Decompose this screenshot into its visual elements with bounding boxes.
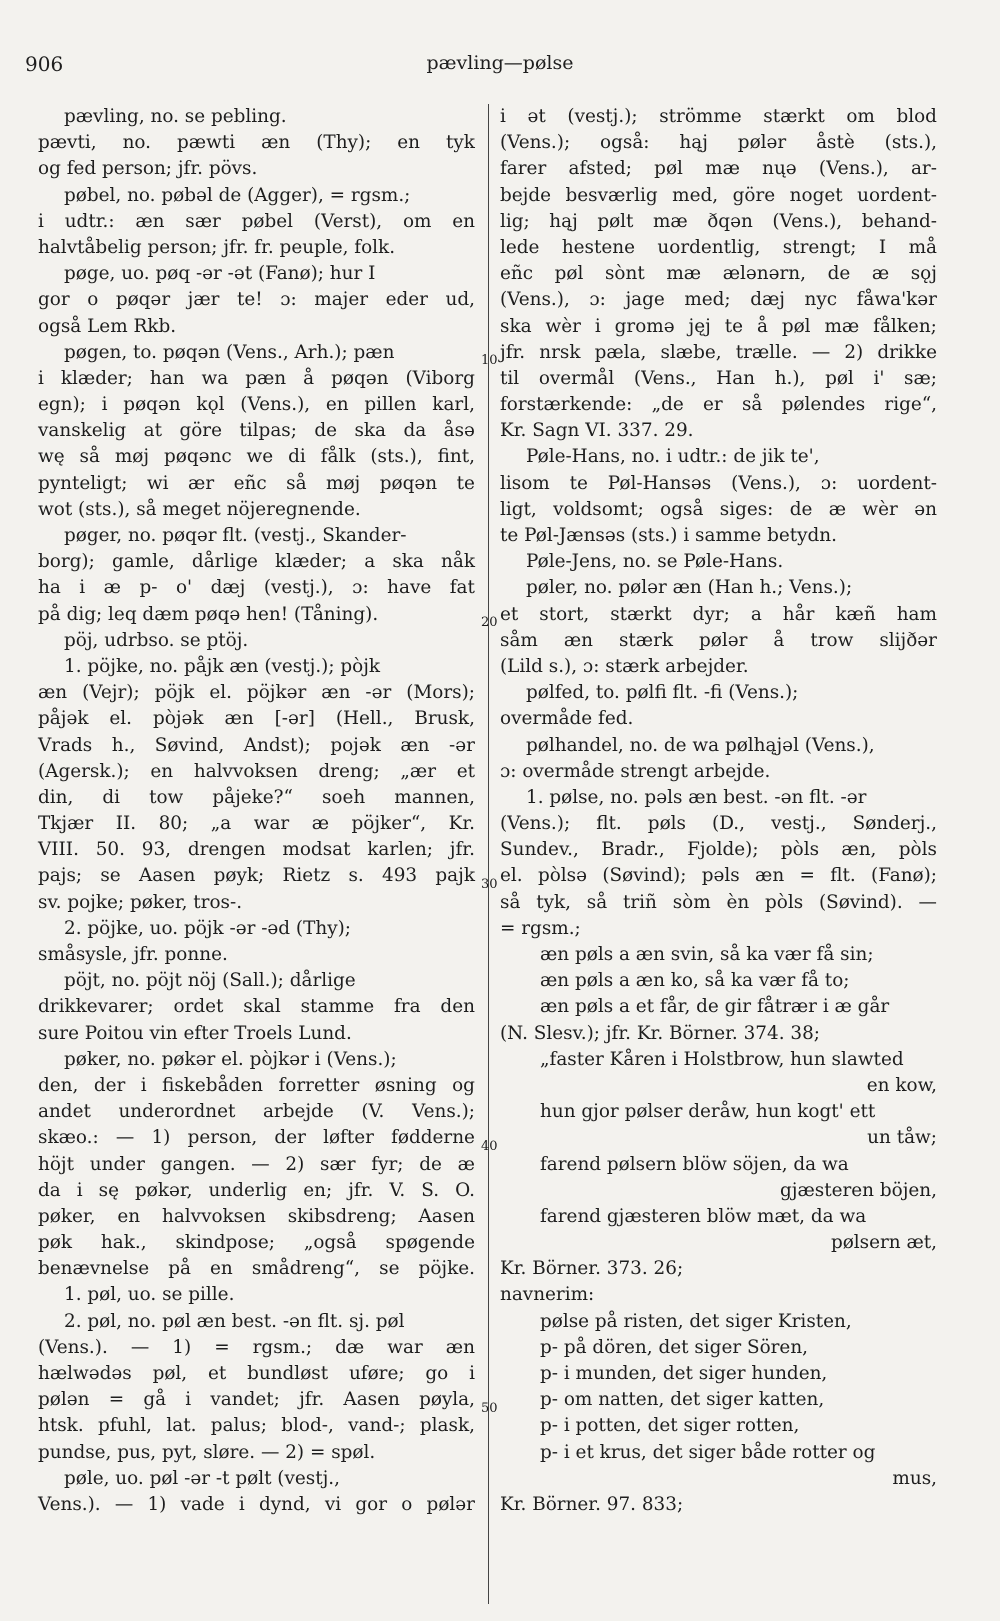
text-line: småsysle, jfr. ponne. xyxy=(38,944,228,965)
text-line: VIII. 50. 93, drengen modsat karlen; jfr. xyxy=(38,839,475,861)
text-line: pøk hak., skindpose; „også spøgende xyxy=(38,1232,475,1254)
text-line: p- om natten, det siger katten, xyxy=(540,1389,825,1411)
text-line: Vrads h., Søvind, Andst); pojək æn -ər xyxy=(38,734,475,756)
text-line: pöj, udrbso. se ptöj. xyxy=(64,629,249,651)
text-line: 1. pølse, no. pəls æn best. -ən flt. -ər xyxy=(526,786,867,808)
text-line: 1. pöjke, no. påjk æn (vestj.); pòjk xyxy=(64,655,381,677)
text-line: (Vens.), ɔ: jage med; dæj nyc fåwa'kər xyxy=(500,289,937,311)
text-line: ligt, voldsomt; også siges: de æ wèr ən xyxy=(500,498,937,520)
text-line: også Lem Rkb. xyxy=(38,315,177,337)
text-line: pöjt, no. pöjt nöj (Sall.); dårlige xyxy=(64,970,356,992)
text-line: pølsern æt, xyxy=(830,1232,937,1254)
text-line: gjæsteren böjen, xyxy=(780,1179,937,1201)
text-line: 1. pøl, uo. se pille. xyxy=(64,1284,235,1306)
text-line: skæo.: — 1) person, der løfter fødderne xyxy=(38,1127,475,1149)
text-line: hælwədəs pøl, et bundløst uføre; go i xyxy=(38,1363,475,1384)
text-line: Sundev., Bradr., Fjolde); pòls æn, pòls xyxy=(500,839,937,861)
text-line: pøker, en halvvoksen skibsdreng; Aasen xyxy=(38,1205,475,1227)
text-line: egn); i pøqən kǫl (Vens.), en pillen karl, xyxy=(38,394,475,416)
text-line: drikkevarer; ordet skal stamme fra den xyxy=(38,996,475,1018)
text-line: æn pøls a æn ko, så ka vær få to; xyxy=(540,970,850,992)
text-line: Kr. Börner. 97. 833; xyxy=(500,1493,684,1515)
text-line: wot (sts.), så meget nöjeregnende. xyxy=(38,498,361,520)
column-divider xyxy=(488,104,489,1604)
text-line: 2. pöjke, uo. pöjk -ər -əd (Thy); xyxy=(64,917,351,939)
text-line: da i sę pøkər, underlig en; jfr. V. S. O. xyxy=(38,1179,475,1201)
text-line: „faster Kåren i Holstbrow, hun slawted xyxy=(540,1048,904,1070)
text-line: din, di tow påjeke?“ soeh mannen, xyxy=(38,786,475,808)
text-line: et stort, stærkt dyr; a hår kæñ ham xyxy=(500,603,937,625)
line-number: 40 xyxy=(481,1139,498,1154)
text-line: pøler, no. pølər æn (Han h.; Vens.); xyxy=(526,577,853,599)
text-line: (Vens.); også: hąj pølər åstè (sts.), xyxy=(500,132,937,154)
page-header xyxy=(0,52,1000,82)
text-line: navnerim: xyxy=(500,1284,595,1306)
page-number: 906 xyxy=(25,52,64,76)
right-column xyxy=(500,104,937,1518)
text-line: halvtåbelig person; jfr. fr. peuple, folk. xyxy=(38,236,396,258)
text-line: vanskelig at göre tilpas; de ska da åsə xyxy=(38,420,475,442)
running-head: pævling—pølse xyxy=(426,52,574,74)
text-line: lisom te Pøl-Hansəs (Vens.), ɔ: uordent- xyxy=(500,472,937,494)
line-number: 10 xyxy=(481,353,498,368)
text-line: hun gjor pølser deråw, hun kogt' ett xyxy=(540,1101,876,1123)
text-line: i klæder; han wa pæn å pøqən (Viborg xyxy=(38,367,475,389)
text-line: såm æn stærk pølər å trow slijðər xyxy=(500,629,937,651)
text-line: pøger, no. pøqər flt. (vestj., Skander- xyxy=(64,525,407,546)
text-line: 2. pøl, no. pøl æn best. -ən flt. sj. pøl xyxy=(64,1310,405,1332)
text-line: ɔ: overmåde strengt arbejde. xyxy=(500,760,771,782)
text-line: sv. pojke; pøker, tros-. xyxy=(38,891,243,913)
text-line: æn (Vejr); pöjk el. pöjkər æn -ər (Mors); xyxy=(38,682,475,704)
text-line: wę så møj pøqənc we di fålk (sts.), fint, xyxy=(38,446,475,468)
text-line: overmåde fed. xyxy=(500,708,634,730)
text-line: lig; hąj pølt mæ ðqən (Vens.), behand- xyxy=(500,210,937,232)
text-line: (N. Slesv.); jfr. Kr. Börner. 374. 38; xyxy=(500,1022,820,1044)
text-line: p- på dören, det siger Sören, xyxy=(540,1336,809,1358)
text-line: pølfed, to. pølfi flt. -fi (Vens.); xyxy=(526,682,799,704)
text-line: pøle, uo. pøl -ər -t pølt (vestj., xyxy=(64,1467,340,1489)
text-line: pølse på risten, det siger Kristen, xyxy=(540,1310,852,1332)
text-line: farend pølsern blöw söjen, da wa xyxy=(540,1153,849,1175)
text-line: pundse, pus, pyt, sløre. — 2) = spøl. xyxy=(38,1441,376,1463)
text-line: mus, xyxy=(892,1467,937,1489)
text-line: (Vens.); flt. pøls (D., vestj., Sønderj., xyxy=(500,813,937,835)
text-line: påjək el. pòjək æn [-ər] (Hell., Brusk, xyxy=(38,708,475,730)
text-line: farer afsted; pøl mæ nųə (Vens.), ar- xyxy=(500,158,937,180)
line-number: 30 xyxy=(481,877,498,892)
text-line: benævnelse på en smådreng“, se pöjke. xyxy=(38,1258,475,1280)
text-line: Kr. Sagn VI. 337. 29. xyxy=(500,420,694,442)
text-line: pøgen, to. pøqən (Vens., Arh.); pæn xyxy=(64,341,395,363)
text-line: forstærkende: „de er så pølendes rige“, xyxy=(500,394,937,416)
text-line: Kr. Börner. 373. 26; xyxy=(500,1258,684,1280)
text-line: el. pòlsə (Søvind); pəls æn = flt. (Fanø); xyxy=(500,865,937,887)
text-line: pøge, uo. pøq -ər -ət (Fanø); hur I xyxy=(64,263,376,285)
text-line: Tkjær II. 80; „a war æ pöjker“, Kr. xyxy=(38,813,475,835)
text-line: p- i potten, det siger rotten, xyxy=(540,1415,800,1437)
left-column xyxy=(38,104,475,1518)
text-line: så tyk, så triñ sòm èn pòls (Søvind). — xyxy=(500,891,937,913)
text-line: bejde besværlig med, göre noget uordent- xyxy=(500,184,937,206)
text-line: borg); gamle, dårlige klæder; a ska nåk xyxy=(38,551,475,573)
text-line: sure Poitou vin efter Troels Lund. xyxy=(38,1022,352,1044)
line-number: 50 xyxy=(481,1401,498,1416)
text-line: pøbel, no. pøbəl de (Agger), = rgsm.; xyxy=(64,184,411,206)
text-line: æn pøls a æn svin, så ka vær få sin; xyxy=(540,944,874,965)
text-line: pævti, no. pæwti æn (Thy); en tyk xyxy=(38,132,475,154)
text-line: gor o pøqər jær te! ɔ: majer eder ud, xyxy=(38,289,475,311)
text-line: Pøle-Hans, no. i udtr.: de jik te', xyxy=(526,446,820,468)
text-line: p- i munden, det siger hunden, xyxy=(540,1363,828,1384)
text-line: lede hestene uordentlig, strengt; I må xyxy=(500,236,937,258)
text-line: höjt under gangen. — 2) sær fyr; de æ xyxy=(38,1153,475,1175)
text-line: (Vens.). — 1) = rgsm.; dæ war æn xyxy=(38,1336,475,1358)
text-line: til overmål (Vens., Han h.), pøl i' sæ; xyxy=(500,367,937,389)
text-line: eñc pøl sònt mæ ælənərn, de æ sǫj xyxy=(500,263,937,285)
text-line: (Agersk.); en halvvoksen dreng; „ær et xyxy=(38,760,475,782)
text-line: p- i et krus, det siger både rotter og xyxy=(540,1441,876,1463)
text-line: te Pøl-Jænsəs (sts.) i samme betydn. xyxy=(500,525,837,546)
text-line: i udtr.: æn sær pøbel (Verst), om en xyxy=(38,210,475,232)
text-line: pævling, no. se pebling. xyxy=(64,106,287,127)
text-line: pølən = gå i vandet; jfr. Aasen pøyla, xyxy=(38,1389,475,1411)
text-line: htsk. pfuhl, lat. palus; blod-, vand-; plask, xyxy=(38,1415,475,1437)
text-line: en kow, xyxy=(866,1074,937,1096)
text-line: Pøle-Jens, no. se Pøle-Hans. xyxy=(526,551,784,573)
text-line: den, der i fiskebåden forretter øsning og xyxy=(38,1074,475,1096)
text-line: pølhandel, no. de wa pølhąjəl (Vens.), xyxy=(526,734,875,756)
text-line: andet underordnet arbejde (V. Vens.); xyxy=(38,1101,475,1123)
text-line: pajs; se Aasen pøyk; Rietz s. 493 pajk xyxy=(38,865,475,887)
text-line: og fed person; jfr. pövs. xyxy=(38,158,258,180)
text-line: farend gjæsteren blöw mæt, da wa xyxy=(540,1205,867,1227)
text-line: ska wèr i gromə jęj te å pøl mæ fålken; xyxy=(500,315,937,337)
text-line: = rgsm.; xyxy=(500,917,581,939)
text-line: i ət (vestj.); strömme stærkt om blod xyxy=(500,106,937,127)
text-line: på dig; leq dæm pøqə hen! (Tåning). xyxy=(38,603,379,625)
text-line: (Lild s.), ɔ: stærk arbejder. xyxy=(500,655,749,677)
text-line: Vens.). — 1) vade i dynd, vi gor o pølər xyxy=(38,1493,475,1515)
line-number: 20 xyxy=(481,615,498,630)
text-line: jfr. nrsk pæla, slæbe, trælle. — 2) drikke xyxy=(500,341,937,363)
text-line: ha i æ p- o' dæj (vestj.), ɔ: have fat xyxy=(38,577,475,599)
text-line: æn pøls a et får, de gir fåtrær i æ går xyxy=(540,996,890,1018)
text-line: pøker, no. pøkər el. pòjkər i (Vens.); xyxy=(64,1048,397,1070)
text-line: pynteligt; wi ær eñc så møj pøqən te xyxy=(38,472,475,494)
text-line: un tåw; xyxy=(867,1127,937,1149)
